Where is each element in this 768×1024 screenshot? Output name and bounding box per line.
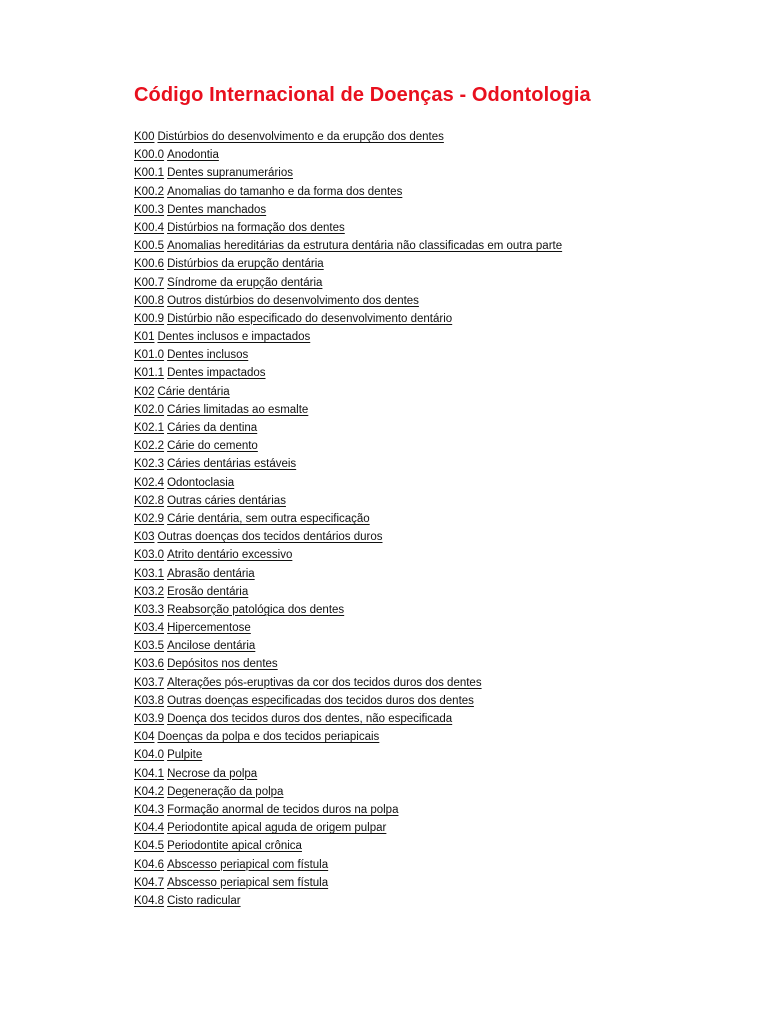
icd-code-link[interactable]: K00.2	[134, 185, 165, 198]
icd-description-link[interactable]: Dentes manchados	[167, 203, 267, 216]
icd-description-link[interactable]: Dentes inclusos	[167, 349, 249, 362]
icd-description-link[interactable]: Ancilose dentária	[167, 640, 256, 653]
icd-code-link[interactable]: K03.2	[134, 585, 165, 598]
icd-description-link[interactable]: Formação anormal de tecidos duros na polpa	[167, 803, 399, 816]
icd-description-link[interactable]: Outros distúrbios do desenvolvimento dos dentes	[167, 294, 419, 307]
code-entry	[134, 619, 562, 637]
icd-code-link[interactable]: K01	[134, 331, 155, 344]
icd-code-link[interactable]: K04.8	[134, 894, 165, 907]
icd-code-link[interactable]: K02.8	[134, 494, 165, 507]
icd-code-link[interactable]: K04.1	[134, 767, 165, 780]
icd-code-link[interactable]: K00.6	[134, 258, 165, 271]
code-entry	[134, 419, 562, 437]
code-entry	[134, 692, 562, 710]
code-entry	[134, 292, 562, 310]
code-entry	[134, 637, 562, 655]
code-entry	[134, 728, 562, 746]
code-entry	[134, 474, 562, 492]
icd-description-link[interactable]: Outras doenças dos tecidos dentários duros	[157, 531, 383, 544]
icd-code-link[interactable]: K02.9	[134, 512, 165, 525]
icd-description-link[interactable]: Abrasão dentária	[167, 567, 255, 580]
code-entry	[134, 710, 562, 728]
icd-description-link[interactable]: Hipercementose	[167, 622, 251, 635]
code-entry	[134, 601, 562, 619]
icd-code-link[interactable]: K04.3	[134, 803, 165, 816]
icd-code-link[interactable]: K04.4	[134, 822, 165, 835]
icd-code-link[interactable]: K01.1	[134, 367, 165, 380]
icd-description-link[interactable]: Doenças da polpa e dos tecidos periapicais	[157, 731, 380, 744]
icd-code-list	[134, 128, 562, 910]
icd-description-link[interactable]: Degeneração da polpa	[167, 785, 284, 798]
icd-code-link[interactable]: K03.3	[134, 603, 165, 616]
icd-code-link[interactable]: K00.9	[134, 312, 165, 325]
icd-code-link[interactable]: K00.5	[134, 240, 165, 253]
icd-code-link[interactable]: K03.4	[134, 622, 165, 635]
code-entry	[134, 674, 562, 692]
code-entry	[134, 655, 562, 673]
code-entry	[134, 146, 562, 164]
icd-description-link[interactable]: Odontoclasia	[167, 476, 235, 489]
icd-code-link[interactable]: K00.4	[134, 221, 165, 234]
code-entry	[134, 310, 562, 328]
icd-description-link[interactable]: Cárie dentária	[157, 385, 230, 398]
icd-code-link[interactable]: K02.2	[134, 440, 165, 453]
icd-code-link[interactable]: K00.0	[134, 149, 165, 162]
code-entry	[134, 164, 562, 182]
page-title: Código Internacional de Doenças - Odontologia	[134, 84, 591, 106]
icd-description-link[interactable]: Anomalias hereditárias da estrutura dentária não classificadas em outra parte	[167, 240, 563, 253]
code-entry	[134, 874, 562, 892]
icd-description-link[interactable]: Distúrbios do desenvolvimento e da erupção dos dentes	[157, 131, 444, 143]
icd-code-link[interactable]: K04	[134, 731, 155, 744]
code-entry	[134, 783, 562, 801]
icd-description-link[interactable]: Dentes inclusos e impactados	[157, 331, 311, 344]
icd-code-link[interactable]: K02.1	[134, 422, 165, 434]
icd-description-link[interactable]: Anomalias do tamanho e da forma dos dentes	[167, 185, 403, 198]
code-entry	[134, 492, 562, 510]
icd-code-link[interactable]: K00.1	[134, 167, 165, 180]
icd-description-link[interactable]: Cárie do cemento	[167, 440, 258, 453]
code-entry	[134, 565, 562, 583]
code-entry	[134, 856, 562, 874]
icd-code-link[interactable]: K04.6	[134, 858, 165, 871]
icd-code-link[interactable]: K03	[134, 531, 155, 544]
icd-code-link[interactable]: K03.8	[134, 694, 165, 707]
code-entry	[134, 346, 562, 364]
code-entry	[134, 364, 562, 382]
icd-description-link[interactable]: Necrose da polpa	[167, 767, 258, 780]
icd-code-link[interactable]: K00	[134, 131, 155, 143]
icd-description-link[interactable]: Outras doenças especificadas dos tecidos duros dos dentes	[167, 694, 474, 707]
icd-code-link[interactable]: K00.7	[134, 276, 165, 289]
icd-description-link[interactable]: Periodontite apical crônica	[167, 840, 302, 853]
code-entry	[134, 819, 562, 837]
icd-description-link[interactable]: Distúrbio não especificado do desenvolvimento dentário	[167, 312, 453, 325]
icd-description-link[interactable]: Cisto radicular	[167, 894, 241, 907]
code-entry	[134, 455, 562, 473]
code-entry	[134, 274, 562, 292]
code-entry	[134, 546, 562, 564]
icd-description-link[interactable]: Cáries dentárias estáveis	[167, 458, 297, 471]
icd-code-link[interactable]: K02.4	[134, 476, 165, 489]
icd-description-link[interactable]: Erosão dentária	[167, 585, 249, 598]
code-entry	[134, 255, 562, 273]
icd-description-link[interactable]: Doença dos tecidos duros dos dentes, não especificada	[167, 713, 453, 725]
icd-code-link[interactable]: K04.0	[134, 749, 165, 762]
icd-description-link[interactable]: Dentes supranumerários	[167, 167, 293, 180]
code-entry	[134, 437, 562, 455]
code-entry	[134, 528, 562, 546]
icd-description-link[interactable]: Pulpite	[167, 749, 203, 762]
code-entry	[134, 201, 562, 219]
code-entry	[134, 183, 562, 201]
code-entry	[134, 837, 562, 855]
icd-code-link[interactable]: K04.2	[134, 785, 165, 798]
code-entry	[134, 328, 562, 346]
icd-code-link[interactable]: K03.0	[134, 549, 165, 562]
icd-description-link[interactable]: Abscesso periapical sem fístula	[167, 876, 329, 889]
icd-code-link[interactable]: K04.7	[134, 876, 165, 889]
code-entry	[134, 128, 562, 146]
icd-description-link[interactable]: Cáries da dentina	[167, 422, 258, 434]
icd-description-link[interactable]: Depósitos nos dentes	[167, 658, 278, 671]
code-entry	[134, 583, 562, 601]
icd-description-link[interactable]: Distúrbios da erupção dentária	[167, 258, 324, 271]
icd-description-link[interactable]: Alterações pós-eruptivas da cor dos tecidos duros dos dentes	[167, 676, 482, 689]
icd-description-link[interactable]: Dentes impactados	[167, 367, 266, 380]
icd-description-link[interactable]: Cáries limitadas ao esmalte	[167, 403, 309, 416]
code-entry	[134, 892, 562, 910]
icd-description-link[interactable]: Distúrbios na formação dos dentes	[167, 221, 345, 234]
code-entry	[134, 401, 562, 419]
code-entry	[134, 765, 562, 783]
icd-code-link[interactable]: K02.3	[134, 458, 165, 471]
icd-description-link[interactable]: Atrito dentário excessivo	[167, 549, 293, 562]
code-entry	[134, 746, 562, 764]
icd-description-link[interactable]: Periodontite apical aguda de origem pulpar	[167, 822, 387, 835]
icd-code-link[interactable]: K02	[134, 385, 155, 398]
icd-description-link[interactable]: Abscesso periapical com fístula	[167, 858, 329, 871]
icd-description-link[interactable]: Outras cáries dentárias	[167, 494, 286, 507]
icd-description-link[interactable]: Síndrome da erupção dentária	[167, 276, 323, 289]
code-entry	[134, 801, 562, 819]
icd-code-link[interactable]: K03.7	[134, 676, 165, 689]
code-entry	[134, 383, 562, 401]
icd-description-link[interactable]: Anodontia	[167, 149, 219, 162]
icd-code-link[interactable]: K03.1	[134, 567, 165, 580]
code-entry	[134, 219, 562, 237]
icd-code-link[interactable]: K00.3	[134, 203, 165, 216]
icd-description-link[interactable]: Reabsorção patológica dos dentes	[167, 603, 345, 616]
icd-description-link[interactable]: Cárie dentária, sem outra especificação	[167, 512, 370, 525]
code-entry	[134, 510, 562, 528]
icd-code-link[interactable]: K03.5	[134, 640, 165, 653]
icd-code-link[interactable]: K00.8	[134, 294, 165, 307]
icd-code-link[interactable]: K01.0	[134, 349, 165, 362]
code-entry	[134, 237, 562, 255]
icd-code-link[interactable]: K03.9	[134, 713, 165, 725]
icd-code-link[interactable]: K02.0	[134, 403, 165, 416]
icd-code-link[interactable]: K03.6	[134, 658, 165, 671]
icd-code-link[interactable]: K04.5	[134, 840, 165, 853]
